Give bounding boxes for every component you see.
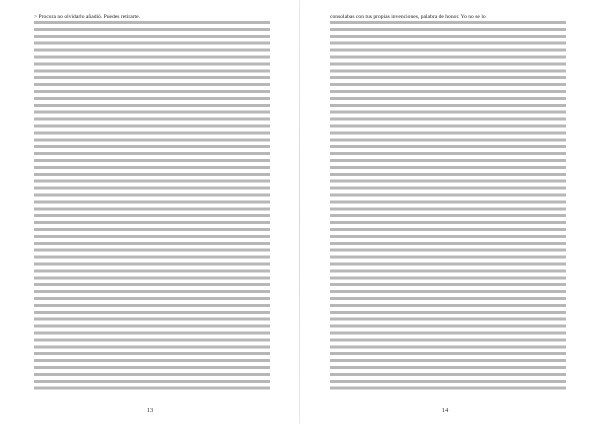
right-page	[300, 0, 600, 424]
right-page-text-lines	[330, 21, 566, 393]
right-page-text	[330, 14, 566, 393]
page-number: 13	[146, 407, 154, 414]
left-page-text-lines	[34, 21, 270, 393]
page-number: 14	[441, 407, 449, 414]
right-page-first-line: consolabas con tus propias invenciones, palabra de honor. Yo no se lo	[330, 14, 486, 20]
left-page-first-line: > Procura no olvidarlo añadió. Puedes retirarte.	[34, 14, 140, 20]
left-page-text	[34, 14, 270, 393]
